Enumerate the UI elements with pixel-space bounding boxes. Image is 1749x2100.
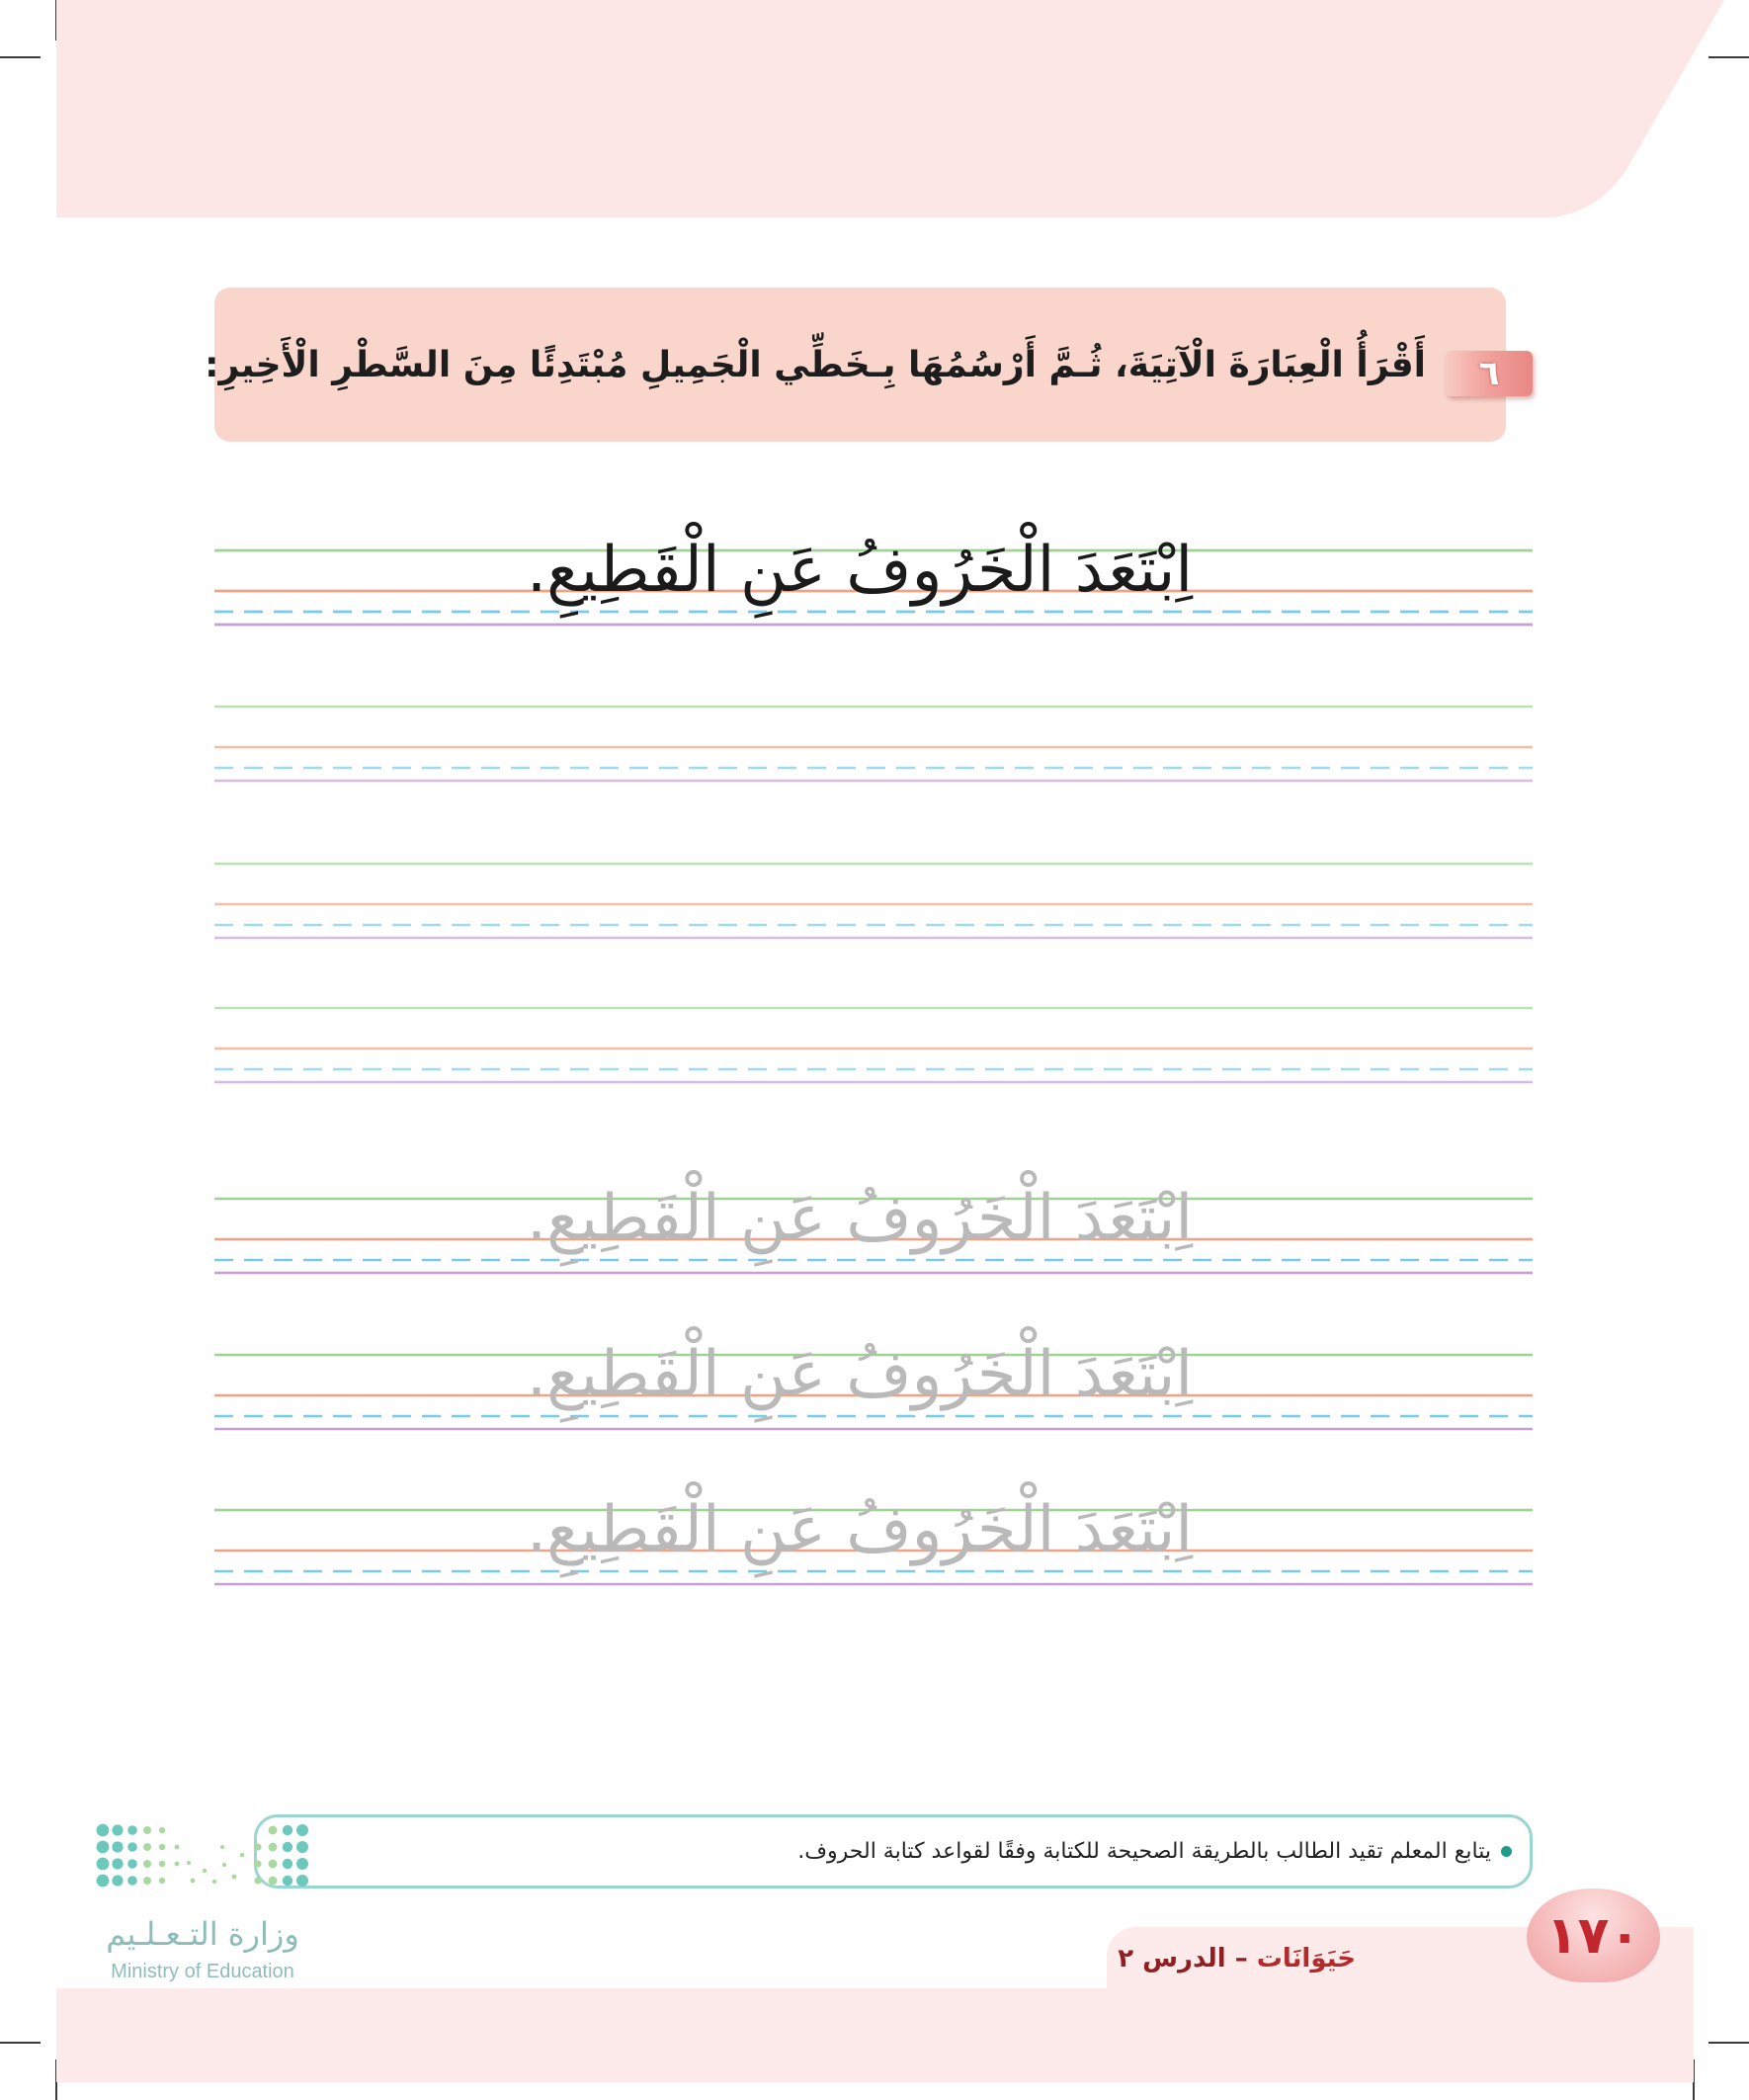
logo-dot bbox=[97, 1841, 110, 1854]
ministry-name-arabic: وزارة التـعـلـيم bbox=[106, 1915, 299, 1953]
logo-dot bbox=[143, 1826, 151, 1834]
logo-dot bbox=[127, 1842, 137, 1852]
bullet-icon bbox=[1501, 1846, 1512, 1857]
logo-dot bbox=[220, 1845, 224, 1849]
logo-dot bbox=[112, 1824, 123, 1835]
logo-dot bbox=[283, 1859, 292, 1869]
logo-dot bbox=[97, 1875, 110, 1888]
logo-dot bbox=[296, 1858, 308, 1870]
logo-dot bbox=[175, 1862, 180, 1867]
logo-dot bbox=[296, 1875, 308, 1887]
writing-lines bbox=[214, 550, 1533, 1584]
logo-dot bbox=[97, 1858, 110, 1871]
logo-dot bbox=[143, 1843, 151, 1851]
exercise-number: ٦ bbox=[1478, 354, 1500, 393]
logo-dot bbox=[283, 1876, 292, 1886]
logo-dot bbox=[127, 1825, 137, 1835]
logo-dot bbox=[127, 1876, 137, 1886]
unit-name: حَيَوَانَات bbox=[1256, 1944, 1356, 1974]
logo-dot bbox=[143, 1860, 151, 1868]
logo-dot bbox=[269, 1843, 278, 1852]
logo-dot bbox=[191, 1879, 196, 1884]
writing-line-set bbox=[214, 864, 1533, 938]
logo-dot bbox=[187, 1861, 191, 1865]
instruction-text: أَقْرَأُ الْعِبَارَةَ الْآتِيَةَ، ثُـمَّ أَرْسُمُهَا بِـخَطِّي الْجَمِيلِ مُبْتَدِئًا مِنَ السَّطْرِ الْأَخِيرِ: bbox=[205, 344, 1426, 385]
logo-dot bbox=[159, 1844, 165, 1850]
logo-dot bbox=[296, 1841, 308, 1853]
trace-sentence: اِبْتَعَدَ الْخَرُوفُ عَنِ الْقَطِيعِ. bbox=[526, 1338, 1194, 1411]
logo-dot bbox=[159, 1878, 165, 1884]
page-number-badge bbox=[1527, 1889, 1660, 1982]
teacher-note-box bbox=[254, 1814, 1533, 1889]
teacher-note-line bbox=[797, 1817, 1512, 1886]
logo-dot bbox=[112, 1875, 123, 1886]
logo-dot bbox=[175, 1845, 180, 1850]
logo-dot bbox=[254, 1843, 261, 1850]
logo-dot bbox=[232, 1875, 237, 1880]
logo-dot bbox=[112, 1858, 123, 1869]
logo-dot bbox=[269, 1860, 278, 1869]
trace-sentence: اِبْتَعَدَ الْخَرُوفُ عَنِ الْقَطِيعِ. bbox=[526, 1182, 1194, 1255]
logo-dot bbox=[143, 1877, 151, 1885]
logo-dot bbox=[283, 1842, 292, 1852]
lesson-name: الدرس ٢ bbox=[1118, 1944, 1226, 1974]
logo-dot bbox=[159, 1827, 165, 1833]
trace-sentence: اِبْتَعَدَ الْخَرُوفُ عَنِ الْقَطِيعِ. bbox=[526, 1493, 1194, 1566]
logo-dot bbox=[222, 1863, 226, 1867]
label-separator: – bbox=[1234, 1944, 1248, 1974]
logo-dot bbox=[112, 1841, 123, 1852]
logo-dot bbox=[212, 1880, 216, 1884]
logo-dot bbox=[254, 1877, 261, 1884]
logo-dot bbox=[283, 1825, 292, 1835]
logo-dot bbox=[240, 1853, 244, 1857]
ministry-logo-icon bbox=[94, 1821, 316, 1890]
model-sentence: اِبْتَعَدَ الْخَرُوفُ عَنِ الْقَطِيعِ. bbox=[526, 534, 1194, 607]
page-number: ١٧٠ bbox=[1545, 1905, 1641, 1966]
teacher-note-text: يتابع المعلم تقيد الطالب بالطريقة الصحيحة للكتابة وفقًا لقواعد كتابة الحروف. bbox=[797, 1839, 1491, 1864]
logo-dot bbox=[203, 1869, 207, 1873]
ministry-name-english: Ministry of Education bbox=[111, 1961, 294, 1982]
logo-dot bbox=[296, 1824, 308, 1836]
writing-line-set bbox=[214, 707, 1533, 781]
logo-dot bbox=[97, 1824, 110, 1837]
logo-dot bbox=[269, 1877, 278, 1886]
writing-line-set bbox=[214, 1008, 1533, 1082]
logo-dot bbox=[127, 1859, 137, 1869]
logo-dot bbox=[159, 1861, 165, 1867]
logo-dot bbox=[254, 1860, 261, 1867]
logo-dot bbox=[269, 1826, 278, 1835]
footer-band bbox=[56, 1988, 1694, 2082]
chapter-label bbox=[1087, 1937, 1356, 1980]
